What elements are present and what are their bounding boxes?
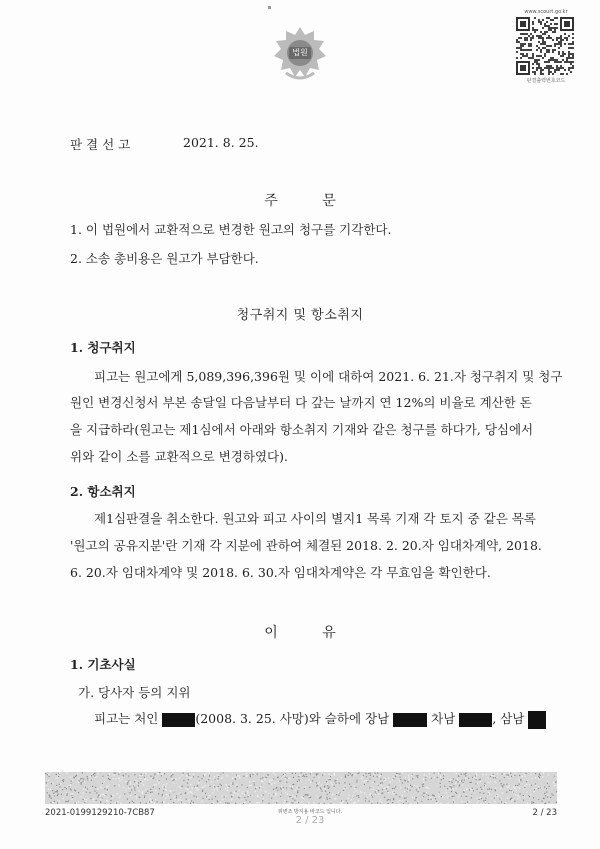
redaction-block: [393, 713, 427, 727]
appeal-line-3: 6. 20.자 임대차계약 및 2018. 6. 30.자 임대차계약은 각 무효임을 확인한다.: [70, 565, 491, 580]
order-title: 주 문: [264, 193, 336, 209]
page-number: 2 / 23: [532, 808, 557, 818]
party-line-mid3: , 삼남: [492, 711, 525, 726]
redaction-block: [162, 713, 195, 727]
verdict-label: 판 결 선 고: [70, 137, 131, 152]
party-line-mid1: (2008. 3. 25. 사망)와 슬하에 장남: [195, 711, 390, 726]
qr-caption: 판결출력번호코드: [526, 78, 566, 84]
emblem-label: 법원: [292, 48, 308, 57]
claim-line-1: 피고는 원고에게 5,089,396,396원 및 이에 대하여 2021. 6. 21.자 청구취지 및 청구: [94, 369, 563, 384]
claim-line-3: 을 지급하라(원고는 제1심에서 아래와 항소취지 기재와 같은 청구를 하다가, 당심에서: [70, 422, 534, 437]
reasons-title: 이 유: [264, 625, 336, 641]
reasons-heading-1: 1. 기초사실: [70, 657, 136, 672]
claims-title: 청구취지 및 항소취지: [236, 308, 364, 323]
order-item-1: 1. 이 법원에서 교환적으로 변경한 원고의 청구를 기각한다.: [70, 222, 392, 237]
anti-forgery-barcode-band: [45, 772, 557, 804]
appeal-heading: 2. 항소취지: [70, 484, 136, 499]
reasons-sub-a: 가. 당사자 등의 지위: [78, 685, 191, 700]
top-mark: [268, 6, 271, 9]
faint-page-number: 2 / 23: [295, 815, 325, 826]
party-line-mid2: 차남: [431, 711, 456, 726]
court-emblem-icon: [272, 25, 328, 83]
document-id: 2021-0199129210-7CB87: [45, 808, 155, 818]
party-line-prefix: 피고는 처인: [94, 711, 159, 726]
barcode-notice: 위변조 방지용 바코드 입니다.: [277, 809, 343, 815]
redaction-block: [528, 711, 546, 729]
verdict-date: 2021. 8. 25.: [183, 135, 259, 150]
redaction-block: [459, 713, 492, 727]
claim-line-2: 원인 변경신청서 부본 송달일 다음날부터 다 갚는 날까지 연 12%의 비율로 계산한 돈: [70, 395, 532, 410]
order-item-2: 2. 소송 총비용은 원고가 부담한다.: [70, 251, 259, 266]
reasons-party-line: [94, 709, 546, 729]
appeal-line-1: 제1심판결을 취소한다. 원고와 피고 사이의 별지1 목록 기재 각 토지 중 같은 목록: [94, 511, 536, 526]
qr-url: www.scourt.go.kr: [524, 9, 568, 15]
appeal-line-2: '원고의 공유지분'란 기재 각 지분에 관하여 체결된 2018. 2. 20.자 임대차계약, 2018.: [70, 538, 542, 553]
claim-line-4: 위와 같이 소를 교환적으로 변경하였다).: [70, 449, 288, 464]
claim-heading: 1. 청구취지: [70, 340, 136, 355]
qr-code-icon: [516, 17, 574, 75]
